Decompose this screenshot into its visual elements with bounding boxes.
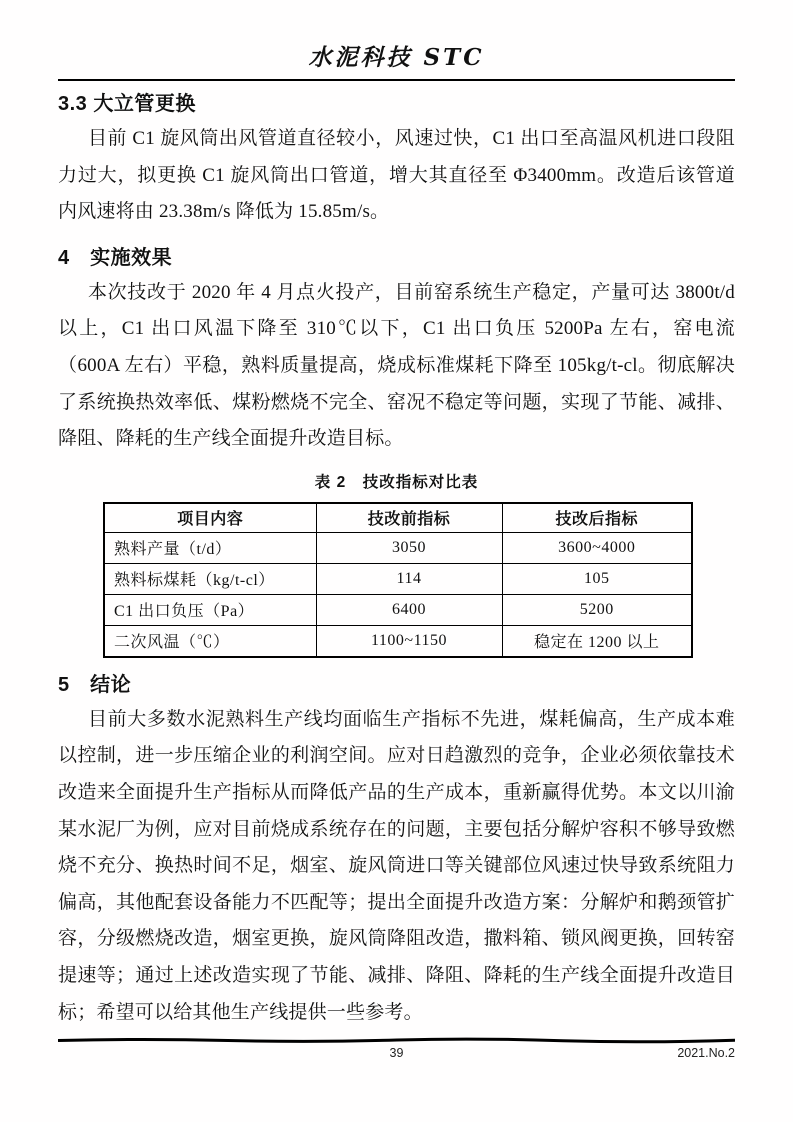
header-rule <box>58 79 735 81</box>
page-footer <box>58 1036 735 1062</box>
value-before: 6400 <box>316 594 502 625</box>
section-heading-4: 4 实施效果 <box>58 246 173 269</box>
paragraph-section-4: 本次技改于 2020 年 4 月点火投产，目前窑系统生产稳定，产量可达 3800t/d 以上，C1 出口风温下降至 310℃以下，C1 出口负压 5200Pa 左右，窑电流（600A 左右）平稳，熟料质量提高，烧成标准煤耗下降至 105kg/t-cl。彻底解决了系统换热效率低、煤粉燃烧不完全、窑况不稳定等问题，实现了节能、减排、降阻、降耗的生产线全面提升改造目标。 <box>58 281 735 450</box>
value-after: 3600~4000 <box>502 532 692 563</box>
column-header-before: 技改前指标 <box>316 503 502 533</box>
table-row <box>104 532 692 563</box>
issue-label: 2021.No.2 <box>677 1046 735 1060</box>
row-label: 二次风温（℃） <box>104 625 316 657</box>
row-label: C1 出口负压（Pa） <box>104 594 316 625</box>
column-header-after: 技改后指标 <box>502 503 692 533</box>
section-heading-5: 5 结论 <box>58 673 132 696</box>
table-row <box>104 594 692 625</box>
paragraph-section-3-3: 目前 C1 旋风筒出风管道直径较小，风速过快，C1 出口至高温风机进口段阻力过大，拟更换 C1 旋风筒出口管道，增大其直径至 Φ3400mm。改造后该管道内风速将由 23.38m/s 降低为 15.85m/s。 <box>58 128 735 223</box>
value-before: 1100~1150 <box>316 625 502 657</box>
row-label: 熟料标煤耗（kg/t-cl） <box>104 563 316 594</box>
comparison-table <box>103 502 693 658</box>
table-caption: 表 2 技改指标对比表 <box>314 473 479 491</box>
paragraph-section-5: 目前大多数水泥熟料生产线均面临生产指标不先进，煤耗偏高，生产成本难以控制，进一步压缩企业的利润空间。应对日趋激烈的竞争，企业必须依靠技术改造来全面提升生产指标从而降低产品的生产成本，重新赢得优势。本文以川渝某水泥厂为例，应对目前烧成系统存在的问题，主要包括分解炉容积不够导致燃烧不充分、换热时间不足，烟室、旋风筒进口等关键部位风速过快导致系统阻力偏高，其他配套设备能力不匹配等；提出全面提升改造方案：分解炉和鹅颈管扩容，分级燃烧改造，烟室更换，旋风筒降阻改造，撒料箱、锁风阀更换，回转窑提速等；通过上述改造实现了节能、减排、降阻、降耗的生产线全面提升改造目标；希望可以给其他生产线提供一些参考。 <box>58 708 735 1023</box>
page-number: 39 <box>389 1046 404 1060</box>
footer-rule <box>58 1036 735 1045</box>
column-header-item: 项目内容 <box>104 503 316 533</box>
table-row <box>104 563 692 594</box>
footer-meta <box>58 1046 735 1062</box>
section-heading-3-3: 3.3 大立管更换 <box>58 93 196 115</box>
value-after: 稳定在 1200 以上 <box>502 625 692 657</box>
value-before: 3050 <box>316 532 502 563</box>
value-after: 105 <box>502 563 692 594</box>
row-label: 熟料产量（t/d） <box>104 532 316 563</box>
table-row <box>104 625 692 657</box>
table-header-row <box>104 503 692 533</box>
journal-title: 水泥科技 STC <box>308 44 485 71</box>
value-after: 5200 <box>502 594 692 625</box>
value-before: 114 <box>316 563 502 594</box>
